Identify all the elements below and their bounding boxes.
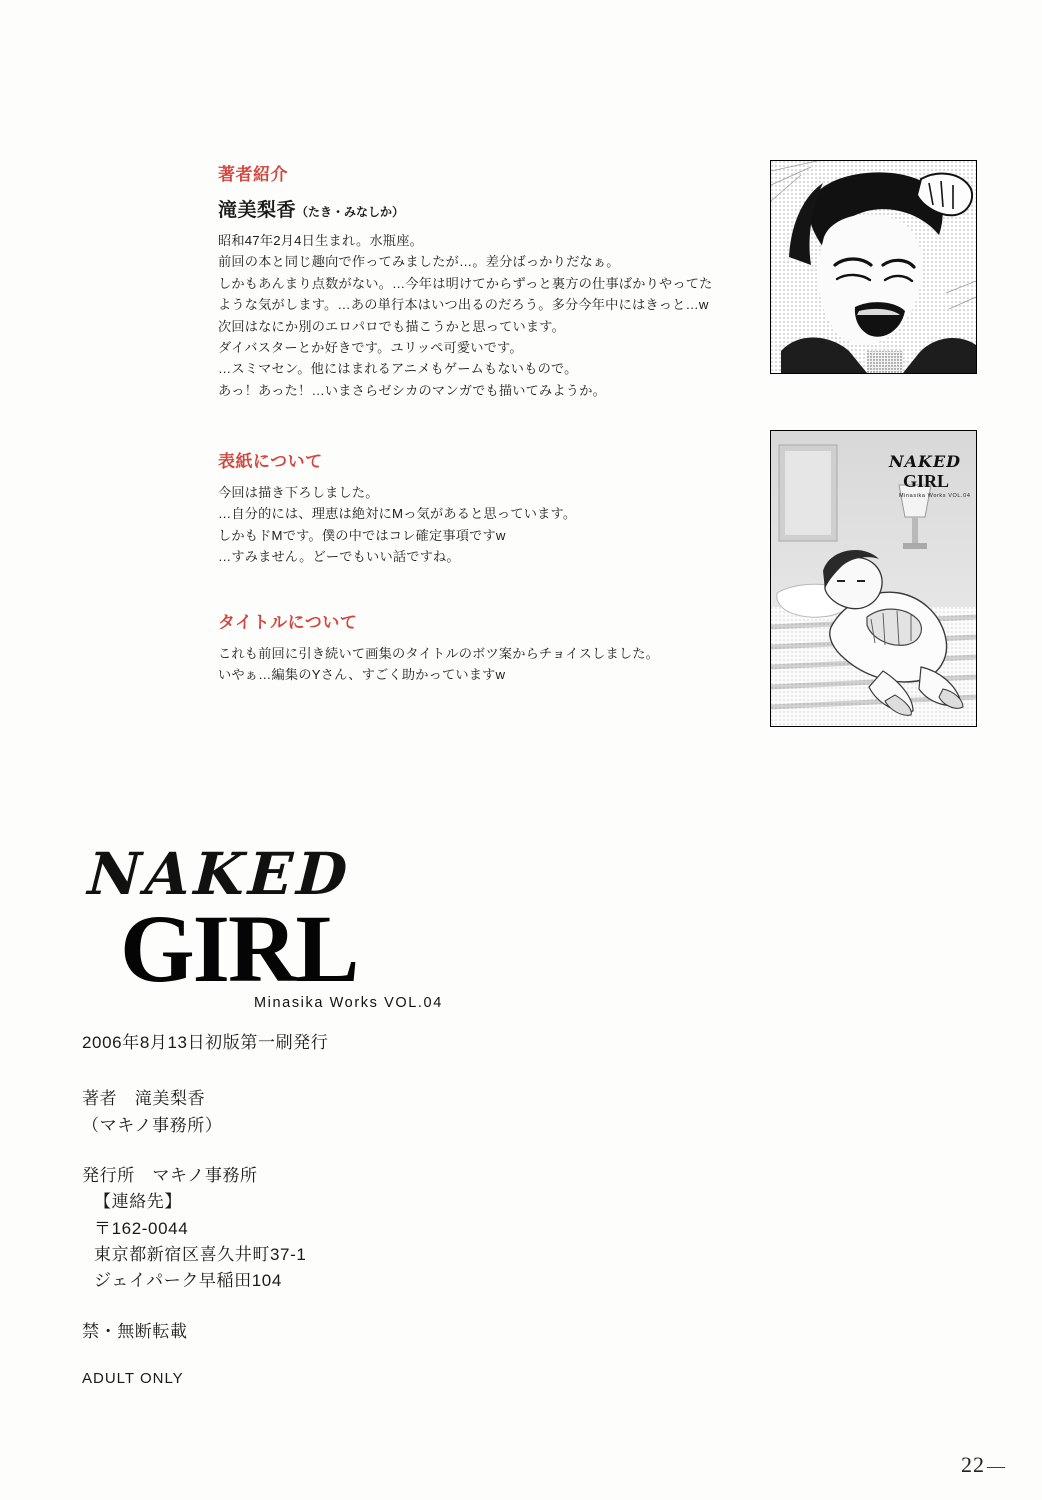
- about-cover-line: しかもドMです。僕の中ではコレ確定事項ですw: [218, 527, 506, 543]
- section-heading-about-cover: 表紙について: [218, 452, 323, 471]
- about-cover-text: [218, 482, 738, 568]
- author-intro-line: …スミマセン。他にはまれるアニメもゲームもないもので。: [218, 361, 578, 377]
- author-name: 滝美梨香: [218, 200, 297, 221]
- author-name-line: [218, 195, 738, 222]
- page-number-dash: —: [987, 1456, 1006, 1476]
- svg-text:Minasika Works VOL.04: Minasika Works VOL.04: [899, 493, 971, 499]
- publisher-group: [82, 1163, 642, 1295]
- author-intro-line: ような気がします。…あの単行本はいつ出るのだろう。多分今年中にはきっと…w: [218, 297, 709, 313]
- afterword-column: [218, 160, 738, 685]
- page-number-value: 22: [961, 1452, 985, 1477]
- author-intro-line: あっ！あった！…いまさらゼシカのマンガでも描いてみようか。: [218, 382, 606, 398]
- about-title-line: これも前回に引き続いて画集のタイトルのボツ案からチョイスしました。: [218, 645, 659, 661]
- title-logo: [82, 840, 582, 1012]
- cover-illustration-artwork: [771, 431, 976, 726]
- manga-panel-image: [770, 160, 977, 374]
- author-intro-line: 昭和47年2月4日生まれ。水瓶座。: [218, 233, 423, 248]
- section-heading-about-title: タイトルについて: [218, 612, 358, 632]
- author-intro-line: ダイバスターとか好きです。ユリッペ可愛いです。: [218, 339, 523, 355]
- about-title-text: [218, 643, 738, 686]
- cover-illustration-image: [770, 430, 977, 727]
- svg-text:GIRL: GIRL: [903, 471, 950, 491]
- copyright-notice: 禁・無断転載: [82, 1321, 188, 1341]
- imprint-contact-label: 【連絡先】: [94, 1192, 182, 1212]
- adult-only-notice: ADULT ONLY: [82, 1370, 184, 1388]
- manga-panel-artwork: [771, 161, 976, 373]
- about-cover-line: …すみません。どーでもいい話ですね。: [218, 549, 460, 565]
- about-title-line: いやぁ…編集のYさん、すごく助かっていますw: [218, 666, 506, 682]
- author-intro-line: 次回はなにか別のエロパロでも描こうかと思っています。: [218, 318, 566, 334]
- imprint-block: [82, 1030, 642, 1390]
- author-intro-line: 前回の本と同じ趣向で作ってみましたが…。差分ばっかりだなぁ。: [218, 254, 620, 270]
- imprint-author: 著者 滝美梨香: [82, 1089, 206, 1109]
- about-cover-line: …自分的には、理恵は絶対にMっ気があると思っています。: [218, 506, 577, 522]
- section-heading-author-intro: 著者紹介: [218, 165, 288, 184]
- page-number: [961, 1452, 1006, 1478]
- author-intro-text: [218, 230, 738, 401]
- publication-date: 2006年8月13日初版第一刷発行: [82, 1033, 329, 1052]
- logo-word-naked: NAKED: [86, 840, 353, 908]
- imprint-address-line-1: 東京都新宿区喜久井町37-1: [94, 1245, 307, 1265]
- imprint-postal-code: 〒162-0044: [94, 1218, 189, 1238]
- author-name-reading: （たき・みなしか）: [296, 205, 405, 219]
- imprint-author-circle: （マキノ事務所）: [82, 1115, 223, 1135]
- logo-word-girl: GIRL: [120, 895, 358, 1002]
- author-group: [82, 1086, 642, 1139]
- svg-text:NAKED: NAKED: [889, 452, 962, 471]
- about-cover-line: 今回は描き下ろしました。: [218, 485, 379, 500]
- logo-subtitle: Minasika Works VOL.04: [254, 995, 443, 1012]
- author-intro-line: しかもあんまり点数がない。…今年は明けてからずっと裏方の仕事ばかりやってた: [218, 275, 713, 291]
- imprint-publisher: 発行所 マキノ事務所: [82, 1166, 258, 1186]
- imprint-address-line-2: ジェイパーク早稲田104: [94, 1271, 282, 1291]
